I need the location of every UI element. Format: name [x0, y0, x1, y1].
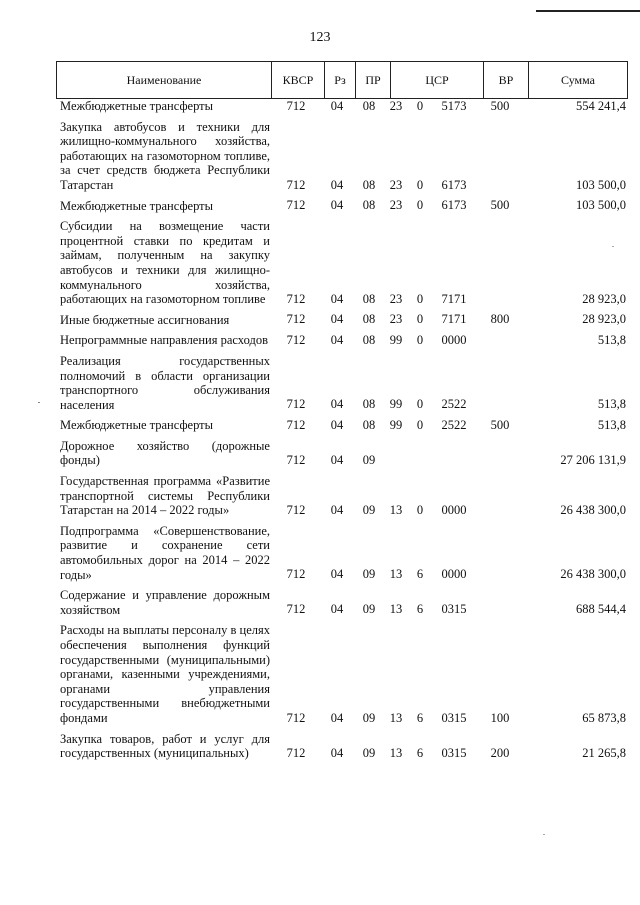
cell-c3: 0315 — [441, 710, 467, 725]
cell-rz: 04 — [330, 198, 344, 213]
cell-pr: 08 — [362, 177, 376, 192]
row-name: Расходы на выплаты персоналу в целях обеспечения выполнения функций государственными (муниципальными) органами, казенными учреждениями, органами управления государственными внебюджетными фондами — [60, 623, 270, 725]
cell-c2: 0 — [416, 502, 424, 517]
cell-pr: 08 — [362, 397, 376, 412]
cell-vr: 100 — [490, 710, 510, 725]
cell-sum: 513,8 — [597, 397, 626, 412]
cell-pr: 09 — [362, 745, 376, 760]
table-row — [56, 474, 628, 518]
cell-c3: 0000 — [441, 502, 467, 517]
cell-c1: 13 — [389, 745, 403, 760]
cell-rz: 04 — [330, 745, 344, 760]
cell-kvsr: 712 — [286, 710, 306, 725]
cell-c2: 0 — [416, 397, 424, 412]
cell-sum: 26 438 300,0 — [560, 502, 626, 517]
cell-kvsr: 712 — [286, 332, 306, 347]
cell-rz: 04 — [330, 453, 344, 468]
cell-c1: 23 — [389, 312, 403, 327]
header-kvsr: КВСР — [272, 62, 325, 99]
cell-kvsr: 712 — [286, 312, 306, 327]
cell-c1: 99 — [389, 397, 403, 412]
header-pr: ПР — [356, 62, 391, 99]
cell-c1: 99 — [389, 417, 403, 432]
cell-c3: 0315 — [441, 602, 467, 617]
row-name: Межбюджетные трансферты — [60, 418, 214, 433]
row-name: Межбюджетные трансферты — [60, 198, 214, 213]
cell-sum: 103 500,0 — [576, 177, 626, 192]
cell-c1: 13 — [389, 567, 403, 582]
row-codes — [56, 178, 628, 193]
cell-kvsr: 712 — [286, 417, 306, 432]
cell-pr: 09 — [362, 567, 376, 582]
cell-c2: 0 — [416, 332, 424, 347]
cell-kvsr: 712 — [286, 177, 306, 192]
cell-vr: 500 — [490, 198, 510, 213]
cell-c1: 23 — [389, 198, 403, 213]
row-codes — [56, 567, 628, 582]
header-vr: ВР — [484, 62, 529, 99]
table-row — [56, 333, 628, 348]
cell-vr: 500 — [490, 98, 510, 113]
cell-c2: 0 — [416, 198, 424, 213]
row-name: Подпрограмма «Совершенствование, развитие и сохранение сети автомобильных дорог на 2014 – 2022 годы» — [60, 523, 270, 582]
cell-sum: 103 500,0 — [576, 198, 626, 213]
cell-c2: 0 — [416, 417, 424, 432]
cell-c3: 7171 — [441, 312, 467, 327]
header-rz: Рз — [325, 62, 356, 99]
cell-kvsr: 712 — [286, 397, 306, 412]
table-body — [56, 99, 628, 767]
row-name: Государственная программа «Развитие транспортной системы Республики Татарстан на 2014 – 2022 годы» — [60, 474, 270, 518]
cell-c3: 5173 — [441, 98, 467, 113]
cell-pr: 09 — [362, 602, 376, 617]
table-row — [56, 199, 628, 214]
cell-kvsr: 712 — [286, 291, 306, 306]
cell-c2: 0 — [416, 291, 424, 306]
cell-c3: 2522 — [441, 417, 467, 432]
cell-pr: 09 — [362, 453, 376, 468]
cell-kvsr: 712 — [286, 745, 306, 760]
cell-rz: 04 — [330, 177, 344, 192]
cell-vr: 200 — [490, 745, 510, 760]
cell-rz: 04 — [330, 567, 344, 582]
cell-pr: 09 — [362, 710, 376, 725]
table-row — [56, 313, 628, 328]
cell-sum: 513,8 — [597, 417, 626, 432]
cell-kvsr: 712 — [286, 453, 306, 468]
cell-c1: 23 — [389, 291, 403, 306]
row-name: Иные бюджетные ассигнования — [60, 312, 230, 327]
row-codes — [56, 711, 628, 726]
cell-pr: 08 — [362, 312, 376, 327]
scan-speck — [38, 402, 40, 403]
cell-c2: 0 — [416, 312, 424, 327]
table-row — [56, 219, 628, 307]
row-codes — [56, 503, 628, 518]
row-name: Закупка товаров, работ и услуг для государственных (муниципальных) — [60, 731, 270, 761]
row-codes — [56, 198, 628, 213]
cell-rz: 04 — [330, 502, 344, 517]
row-name: Субсидии на возмещение части процентной ставки по кредитам и займам, полученным на закупку автобусов и техники для жилищно-коммунального хозяйства, работающих на газомоторном топливе — [60, 219, 270, 307]
table-row — [56, 732, 628, 761]
cell-c1: 13 — [389, 502, 403, 517]
cell-c3: 0315 — [441, 745, 467, 760]
table-row — [56, 120, 628, 193]
cell-rz: 04 — [330, 417, 344, 432]
cell-kvsr: 712 — [286, 98, 306, 113]
cell-rz: 04 — [330, 291, 344, 306]
cell-pr: 09 — [362, 502, 376, 517]
cell-sum: 688 544,4 — [576, 602, 626, 617]
cell-c1: 23 — [389, 98, 403, 113]
row-codes — [56, 333, 628, 348]
cell-pr: 08 — [362, 98, 376, 113]
cell-sum: 554 241,4 — [576, 98, 626, 113]
cell-vr: 800 — [490, 312, 510, 327]
cell-rz: 04 — [330, 602, 344, 617]
cell-rz: 04 — [330, 98, 344, 113]
cell-vr: 500 — [490, 417, 510, 432]
page-number: 123 — [309, 30, 331, 45]
row-codes — [56, 292, 628, 307]
cell-rz: 04 — [330, 312, 344, 327]
row-codes — [56, 99, 628, 114]
cell-c3: 7171 — [441, 291, 467, 306]
cell-c2: 6 — [416, 602, 424, 617]
table-row — [56, 439, 628, 468]
row-name: Содержание и управление дорожным хозяйством — [60, 588, 270, 617]
cell-sum: 26 438 300,0 — [560, 567, 626, 582]
cell-rz: 04 — [330, 397, 344, 412]
cell-c2: 0 — [416, 177, 424, 192]
row-name: Непрограммные направления расходов — [60, 333, 268, 348]
row-name: Реализация государственных полномочий в области организации транспортного обслуживания населения — [60, 353, 270, 412]
scan-speck — [612, 246, 614, 247]
cell-sum: 513,8 — [597, 332, 626, 347]
row-name: Дорожное хозяйство (дорожные фонды) — [60, 438, 270, 468]
cell-sum: 21 265,8 — [582, 745, 626, 760]
table-row — [56, 524, 628, 582]
cell-rz: 04 — [330, 710, 344, 725]
cell-c1: 13 — [389, 710, 403, 725]
top-rule — [536, 10, 640, 12]
cell-c2: 6 — [416, 710, 424, 725]
row-name: Межбюджетные трансферты — [60, 99, 214, 113]
cell-c1: 99 — [389, 332, 403, 347]
table-header — [56, 61, 628, 99]
cell-c3: 6173 — [441, 177, 467, 192]
row-codes — [56, 602, 628, 617]
row-codes — [56, 453, 628, 468]
table-row — [56, 99, 628, 114]
cell-sum: 28 923,0 — [582, 312, 626, 327]
cell-kvsr: 712 — [286, 567, 306, 582]
cell-c2: 6 — [416, 745, 424, 760]
row-codes — [56, 312, 628, 327]
cell-rz: 04 — [330, 332, 344, 347]
cell-sum: 27 206 131,9 — [560, 453, 626, 468]
row-codes — [56, 397, 628, 412]
header-csr: ЦСР — [391, 62, 484, 99]
cell-c3: 0000 — [441, 332, 467, 347]
table-row — [56, 588, 628, 617]
cell-pr: 08 — [362, 291, 376, 306]
cell-pr: 08 — [362, 332, 376, 347]
cell-sum: 65 873,8 — [582, 710, 626, 725]
row-codes — [56, 746, 628, 761]
row-name: Закупка автобусов и техники для жилищно-коммунального хозяйства, работающих на газомоторном топливе, за счет средств бюджета Республики Татарстан — [60, 119, 270, 192]
cell-c3: 2522 — [441, 397, 467, 412]
cell-c1: 23 — [389, 177, 403, 192]
header-sum: Сумма — [529, 62, 628, 99]
cell-kvsr: 712 — [286, 198, 306, 213]
cell-kvsr: 712 — [286, 502, 306, 517]
cell-c3: 6173 — [441, 198, 467, 213]
table-row — [56, 623, 628, 725]
cell-c3: 0000 — [441, 567, 467, 582]
table-row — [56, 418, 628, 433]
cell-c2: 0 — [416, 98, 424, 113]
cell-kvsr: 712 — [286, 602, 306, 617]
header-name: Наименование — [57, 62, 272, 99]
cell-pr: 08 — [362, 417, 376, 432]
scan-speck — [543, 834, 545, 835]
cell-sum: 28 923,0 — [582, 291, 626, 306]
table-row — [56, 354, 628, 412]
cell-c2: 6 — [416, 567, 424, 582]
cell-pr: 08 — [362, 198, 376, 213]
row-codes — [56, 418, 628, 433]
cell-c1: 13 — [389, 602, 403, 617]
